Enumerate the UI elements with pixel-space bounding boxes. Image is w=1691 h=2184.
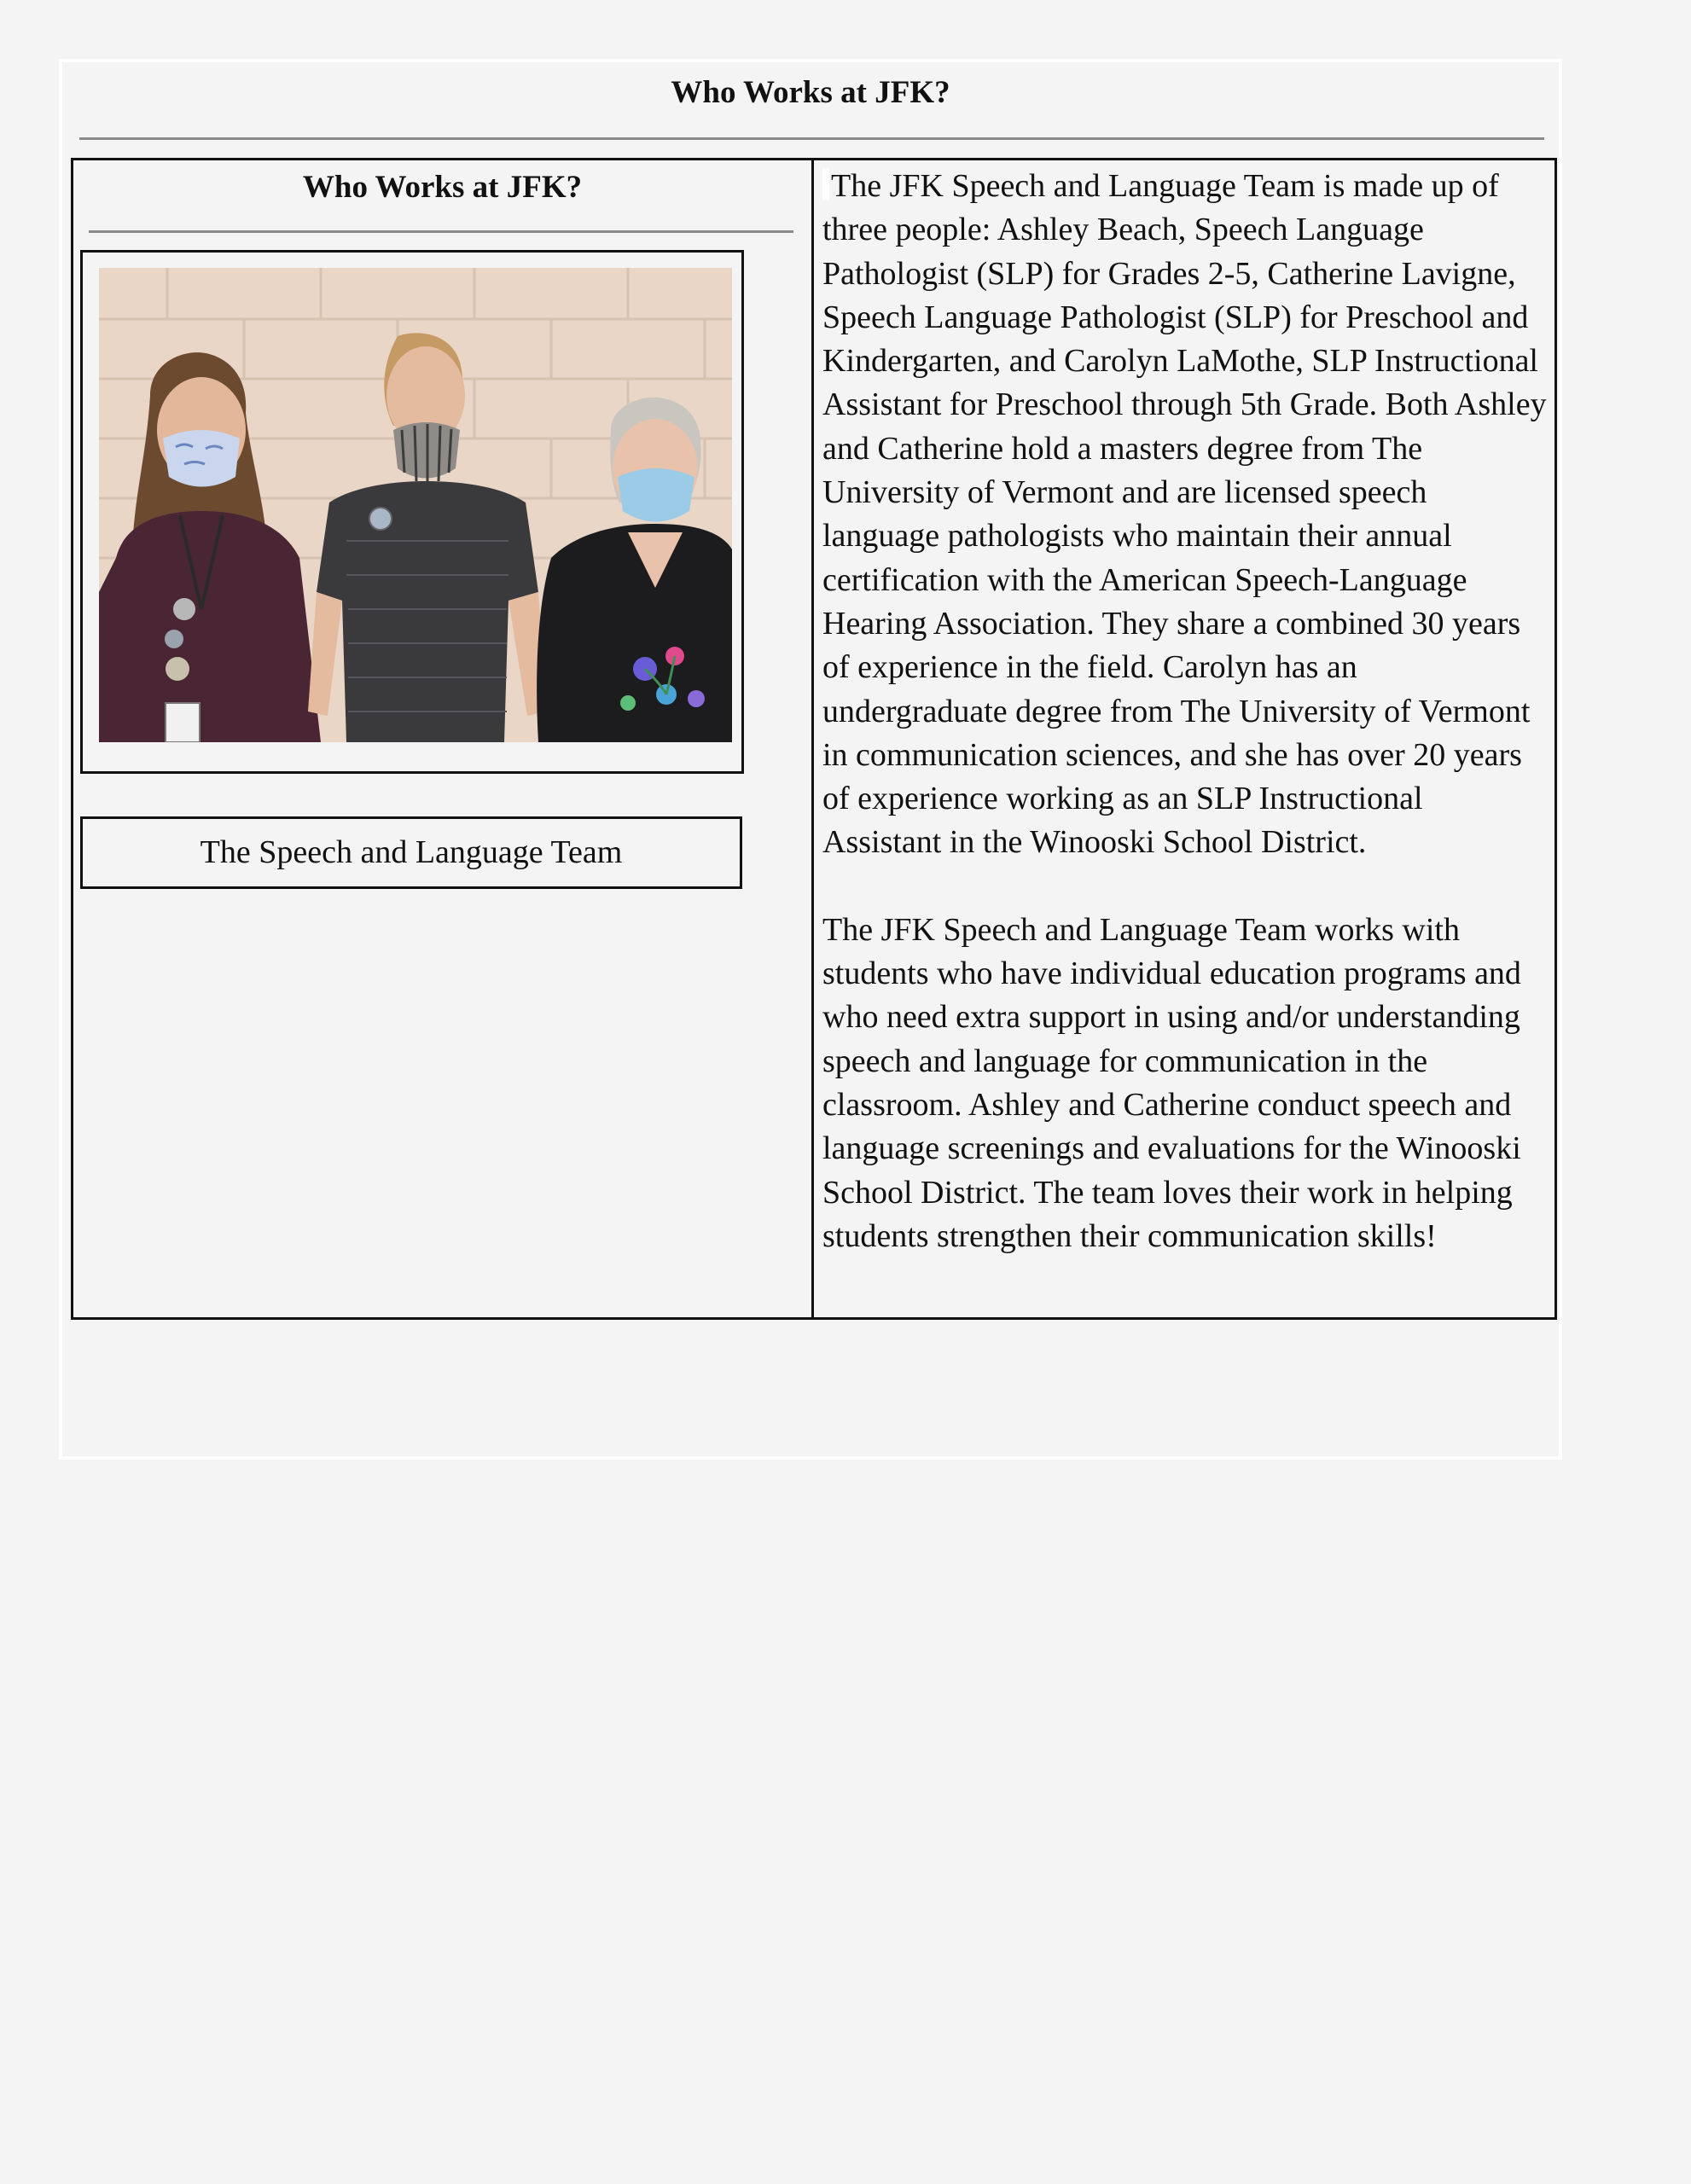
left-title-divider (89, 230, 793, 233)
team-description (822, 165, 1548, 1258)
description-paragraph-1-text: The JFK Speech and Language Team is made up of three people: Ashley Beach, Speech Language Pathologist (SLP) for Grades 2-5, Catherine Lavigne, Speech Language Pathologist (SLP) for Preschool and Kindergarten, and Carolyn LaMothe, SLP Instructional Assistant for Preschool through 5th Grade. Both Ashley and Catherine hold a masters degree from The University of Vermont and are licensed speech language pathologists who maintain their annual certification with the American Speech-Language Hearing Association. They share a combined 30 years of experience in the field. Carolyn has an undergraduate degree from The University of Vermont in communication sciences, and she has over 20 years of experience working as an SLP Instructional Assistant in the Winooski School District. (822, 168, 1547, 861)
page-title: Who Works at JFK? (671, 75, 950, 110)
left-column-title: Who Works at JFK? (302, 170, 583, 205)
description-paragraph-1 (822, 165, 1548, 865)
text-cursor-marker (822, 169, 829, 200)
photo-caption: The Speech and Language Team (80, 816, 742, 889)
description-paragraph-2: The JFK Speech and Language Team works with students who have individual education programs and who need extra support in using and/or understanding speech and language for communication in the classroom. Ashley and Catherine conduct speech and language screenings and evaluations for the Winooski School District. The team loves their work in helping students strengthen their communication skills! (822, 911, 1521, 1254)
column-divider (811, 158, 814, 1320)
team-photo (99, 268, 732, 742)
title-divider (79, 137, 1544, 140)
